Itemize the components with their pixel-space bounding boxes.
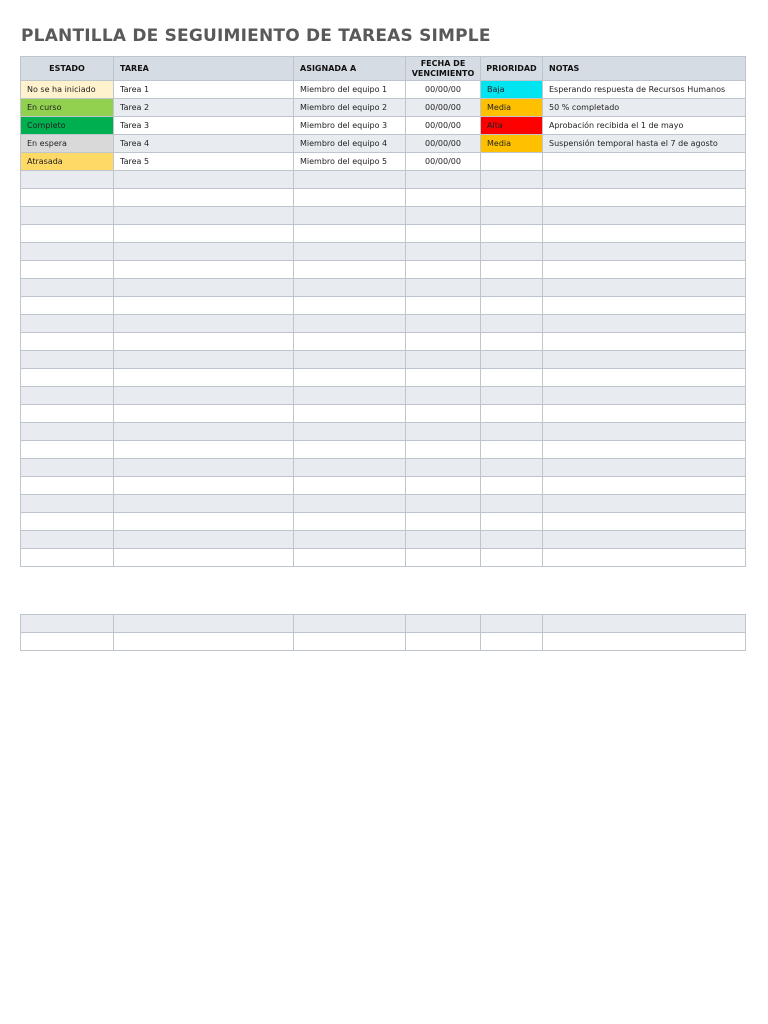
empty-cell[interactable] xyxy=(481,549,543,567)
empty-cell[interactable] xyxy=(481,369,543,387)
assignee-cell[interactable]: Miembro del equipo 4 xyxy=(294,135,406,153)
empty-cell[interactable] xyxy=(294,315,406,333)
notes-cell[interactable]: Suspensión temporal hasta el 7 de agosto xyxy=(543,135,746,153)
priority-cell[interactable]: Media xyxy=(481,135,543,153)
empty-cell[interactable] xyxy=(481,387,543,405)
empty-cell[interactable] xyxy=(21,459,114,477)
empty-cell[interactable] xyxy=(21,615,114,633)
empty-cell[interactable] xyxy=(481,495,543,513)
empty-cell[interactable] xyxy=(114,405,294,423)
empty-cell[interactable] xyxy=(481,189,543,207)
column-header-estado[interactable]: ESTADO xyxy=(21,57,114,81)
empty-cell[interactable] xyxy=(21,531,114,549)
empty-cell[interactable] xyxy=(481,297,543,315)
status-cell[interactable]: En espera xyxy=(21,135,114,153)
empty-cell[interactable] xyxy=(114,369,294,387)
empty-cell[interactable] xyxy=(406,279,481,297)
empty-cell[interactable] xyxy=(114,531,294,549)
status-cell[interactable]: En curso xyxy=(21,99,114,117)
empty-cell[interactable] xyxy=(406,549,481,567)
due-date-cell[interactable]: 00/00/00 xyxy=(406,99,481,117)
empty-row xyxy=(21,423,746,441)
empty-cell[interactable] xyxy=(294,279,406,297)
due-date-cell[interactable]: 00/00/00 xyxy=(406,117,481,135)
empty-cell[interactable] xyxy=(294,261,406,279)
empty-cell[interactable] xyxy=(543,549,746,567)
empty-cell[interactable] xyxy=(114,333,294,351)
priority-cell[interactable]: Baja xyxy=(481,81,543,99)
empty-cell[interactable] xyxy=(406,513,481,531)
empty-cell[interactable] xyxy=(21,171,114,189)
empty-cell[interactable] xyxy=(294,633,406,651)
task-cell[interactable]: Tarea 1 xyxy=(114,81,294,99)
empty-cell[interactable] xyxy=(114,387,294,405)
empty-cell[interactable] xyxy=(481,513,543,531)
column-header-notas[interactable]: NOTAS xyxy=(543,57,746,81)
empty-row xyxy=(21,405,746,423)
empty-cell[interactable] xyxy=(21,333,114,351)
empty-cell[interactable] xyxy=(543,315,746,333)
empty-cell[interactable] xyxy=(294,333,406,351)
empty-cell[interactable] xyxy=(21,387,114,405)
empty-row xyxy=(21,615,746,633)
empty-cell[interactable] xyxy=(114,351,294,369)
empty-cell[interactable] xyxy=(114,225,294,243)
empty-cell[interactable] xyxy=(294,531,406,549)
table-row xyxy=(21,99,746,117)
empty-row xyxy=(21,333,746,351)
empty-cell[interactable] xyxy=(114,171,294,189)
empty-cell[interactable] xyxy=(294,351,406,369)
status-cell[interactable]: No se ha iniciado xyxy=(21,81,114,99)
empty-cell[interactable] xyxy=(543,633,746,651)
empty-cell[interactable] xyxy=(21,495,114,513)
notes-cell[interactable] xyxy=(543,153,746,171)
empty-cell[interactable] xyxy=(481,333,543,351)
empty-cell[interactable] xyxy=(543,459,746,477)
priority-cell[interactable]: Alta xyxy=(481,117,543,135)
column-header-tarea[interactable]: TAREA xyxy=(114,57,294,81)
empty-cell[interactable] xyxy=(543,225,746,243)
assignee-cell[interactable]: Miembro del equipo 5 xyxy=(294,153,406,171)
assignee-cell[interactable]: Miembro del equipo 1 xyxy=(294,81,406,99)
empty-cell[interactable] xyxy=(21,207,114,225)
empty-cell[interactable] xyxy=(481,633,543,651)
empty-cell[interactable] xyxy=(114,633,294,651)
empty-row xyxy=(21,243,746,261)
empty-cell[interactable] xyxy=(114,279,294,297)
empty-row xyxy=(21,351,746,369)
empty-cell[interactable] xyxy=(543,441,746,459)
empty-cell[interactable] xyxy=(294,423,406,441)
empty-cell[interactable] xyxy=(114,441,294,459)
empty-cell[interactable] xyxy=(114,459,294,477)
empty-cell[interactable] xyxy=(21,477,114,495)
empty-cell[interactable] xyxy=(406,405,481,423)
empty-cell[interactable] xyxy=(294,615,406,633)
empty-cell[interactable] xyxy=(21,315,114,333)
empty-cell[interactable] xyxy=(543,207,746,225)
empty-cell[interactable] xyxy=(21,243,114,261)
empty-row xyxy=(21,387,746,405)
empty-cell[interactable] xyxy=(481,615,543,633)
empty-row xyxy=(21,441,746,459)
empty-cell[interactable] xyxy=(481,351,543,369)
empty-cell[interactable] xyxy=(543,171,746,189)
empty-row xyxy=(21,513,746,531)
empty-cell[interactable] xyxy=(543,405,746,423)
empty-cell[interactable] xyxy=(21,225,114,243)
empty-row xyxy=(21,261,746,279)
empty-cell[interactable] xyxy=(481,315,543,333)
empty-cell[interactable] xyxy=(406,495,481,513)
notes-cell[interactable]: Esperando respuesta de Recursos Humanos xyxy=(543,81,746,99)
empty-cell[interactable] xyxy=(543,261,746,279)
due-date-cell[interactable]: 00/00/00 xyxy=(406,153,481,171)
empty-cell[interactable] xyxy=(114,297,294,315)
empty-cell[interactable] xyxy=(406,333,481,351)
empty-row xyxy=(21,531,746,549)
empty-cell[interactable] xyxy=(406,207,481,225)
empty-cell[interactable] xyxy=(21,549,114,567)
empty-cell[interactable] xyxy=(481,423,543,441)
empty-cell[interactable] xyxy=(294,207,406,225)
empty-cell[interactable] xyxy=(543,531,746,549)
empty-row xyxy=(21,369,746,387)
empty-cell[interactable] xyxy=(481,243,543,261)
empty-cell[interactable] xyxy=(294,549,406,567)
empty-cell[interactable] xyxy=(406,243,481,261)
assignee-cell[interactable]: Miembro del equipo 3 xyxy=(294,117,406,135)
empty-cell[interactable] xyxy=(406,633,481,651)
empty-cell[interactable] xyxy=(406,189,481,207)
empty-cell[interactable] xyxy=(294,459,406,477)
empty-cell[interactable] xyxy=(481,207,543,225)
empty-cell[interactable] xyxy=(114,261,294,279)
empty-row xyxy=(21,207,746,225)
empty-cell[interactable] xyxy=(114,243,294,261)
empty-cell[interactable] xyxy=(406,531,481,549)
empty-cell[interactable] xyxy=(406,477,481,495)
empty-cell[interactable] xyxy=(114,495,294,513)
empty-cell[interactable] xyxy=(406,615,481,633)
empty-cell[interactable] xyxy=(294,477,406,495)
empty-cell[interactable] xyxy=(406,315,481,333)
empty-row xyxy=(21,225,746,243)
empty-cell[interactable] xyxy=(21,189,114,207)
page-title: PLANTILLA DE SEGUIMIENTO DE TAREAS SIMPLE xyxy=(21,26,491,46)
empty-cell[interactable] xyxy=(543,189,746,207)
empty-cell[interactable] xyxy=(114,423,294,441)
priority-cell[interactable] xyxy=(481,153,543,171)
task-cell[interactable]: Tarea 4 xyxy=(114,135,294,153)
empty-row xyxy=(21,297,746,315)
empty-cell[interactable] xyxy=(406,297,481,315)
empty-cell[interactable] xyxy=(406,225,481,243)
notes-cell[interactable]: Aprobación recibida el 1 de mayo xyxy=(543,117,746,135)
empty-row xyxy=(21,633,746,651)
empty-row xyxy=(21,477,746,495)
empty-cell[interactable] xyxy=(294,243,406,261)
status-cell[interactable]: Atrasada xyxy=(21,153,114,171)
empty-cell[interactable] xyxy=(294,513,406,531)
empty-cell[interactable] xyxy=(21,369,114,387)
empty-cell[interactable] xyxy=(543,297,746,315)
empty-cell[interactable] xyxy=(21,351,114,369)
empty-cell[interactable] xyxy=(114,615,294,633)
empty-cell[interactable] xyxy=(114,315,294,333)
empty-cell[interactable] xyxy=(21,441,114,459)
empty-cell[interactable] xyxy=(406,441,481,459)
empty-cell[interactable] xyxy=(543,513,746,531)
empty-cell[interactable] xyxy=(114,513,294,531)
empty-cell[interactable] xyxy=(21,405,114,423)
empty-cell[interactable] xyxy=(294,171,406,189)
notes-cell[interactable]: 50 % completado xyxy=(543,99,746,117)
empty-cell[interactable] xyxy=(294,297,406,315)
empty-cell[interactable] xyxy=(114,207,294,225)
empty-cell[interactable] xyxy=(21,261,114,279)
empty-cell[interactable] xyxy=(481,441,543,459)
empty-cell[interactable] xyxy=(114,477,294,495)
empty-cell[interactable] xyxy=(21,423,114,441)
empty-cell[interactable] xyxy=(294,441,406,459)
empty-cell[interactable] xyxy=(543,495,746,513)
empty-row xyxy=(21,495,746,513)
empty-cell[interactable] xyxy=(406,171,481,189)
empty-row xyxy=(21,315,746,333)
empty-cell[interactable] xyxy=(543,477,746,495)
priority-cell[interactable]: Media xyxy=(481,99,543,117)
empty-cell[interactable] xyxy=(543,615,746,633)
empty-cell[interactable] xyxy=(294,189,406,207)
empty-cell[interactable] xyxy=(294,495,406,513)
empty-cell[interactable] xyxy=(543,369,746,387)
empty-cell[interactable] xyxy=(406,459,481,477)
empty-cell[interactable] xyxy=(406,423,481,441)
task-cell[interactable]: Tarea 3 xyxy=(114,117,294,135)
table-row xyxy=(21,153,746,171)
empty-row xyxy=(21,459,746,477)
empty-cell[interactable] xyxy=(406,387,481,405)
empty-cell[interactable] xyxy=(294,369,406,387)
assignee-cell[interactable]: Miembro del equipo 2 xyxy=(294,99,406,117)
empty-cell[interactable] xyxy=(21,633,114,651)
empty-cell[interactable] xyxy=(294,387,406,405)
empty-cell[interactable] xyxy=(481,261,543,279)
empty-row xyxy=(21,549,746,567)
header-row xyxy=(21,57,746,81)
task-cell[interactable]: Tarea 2 xyxy=(114,99,294,117)
empty-cell[interactable] xyxy=(406,261,481,279)
empty-cell[interactable] xyxy=(543,333,746,351)
empty-row xyxy=(21,171,746,189)
due-date-cell[interactable]: 00/00/00 xyxy=(406,81,481,99)
empty-cell[interactable] xyxy=(481,405,543,423)
column-header-prioridad[interactable]: PRIORIDAD xyxy=(481,57,543,81)
empty-cell[interactable] xyxy=(21,513,114,531)
empty-cell[interactable] xyxy=(543,243,746,261)
empty-cell[interactable] xyxy=(543,423,746,441)
empty-cell[interactable] xyxy=(481,279,543,297)
empty-row xyxy=(21,279,746,297)
empty-cell[interactable] xyxy=(481,225,543,243)
empty-cell[interactable] xyxy=(21,279,114,297)
empty-cell[interactable] xyxy=(406,369,481,387)
table-row xyxy=(21,117,746,135)
empty-cell[interactable] xyxy=(481,477,543,495)
empty-cell[interactable] xyxy=(406,351,481,369)
empty-cell[interactable] xyxy=(481,531,543,549)
empty-cell[interactable] xyxy=(114,549,294,567)
due-date-cell[interactable]: 00/00/00 xyxy=(406,135,481,153)
empty-cell[interactable] xyxy=(543,351,746,369)
empty-cell[interactable] xyxy=(21,297,114,315)
table-row xyxy=(21,135,746,153)
table-row xyxy=(21,81,746,99)
task-cell[interactable]: Tarea 5 xyxy=(114,153,294,171)
empty-cell[interactable] xyxy=(114,189,294,207)
task-tracking-table xyxy=(20,56,746,567)
empty-cell[interactable] xyxy=(294,225,406,243)
empty-cell[interactable] xyxy=(481,171,543,189)
secondary-table xyxy=(20,614,746,651)
empty-cell[interactable] xyxy=(543,387,746,405)
status-cell[interactable]: Completo xyxy=(21,117,114,135)
empty-row xyxy=(21,189,746,207)
empty-cell[interactable] xyxy=(543,279,746,297)
column-header-fecha[interactable]: FECHA DE VENCIMIENTO xyxy=(406,57,481,81)
column-header-asignada[interactable]: ASIGNADA A xyxy=(294,57,406,81)
empty-cell[interactable] xyxy=(294,405,406,423)
empty-cell[interactable] xyxy=(481,459,543,477)
